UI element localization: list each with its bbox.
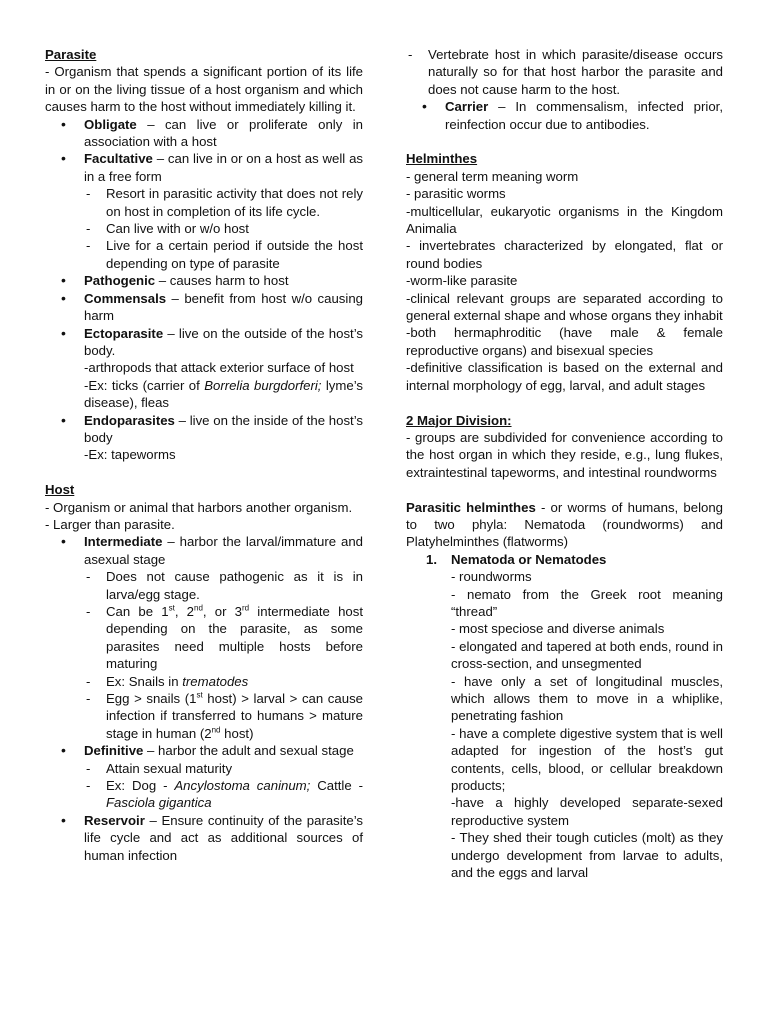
nematoda-line: - most speciose and diverse animals xyxy=(451,621,665,637)
ecto-example: -Ex: ticks (carrier of Borrelia burgdorferi; lyme’s disease), fleas xyxy=(84,377,363,411)
helminthes-line: - general term meaning worm xyxy=(406,168,579,184)
list-item: • Obligate – can live or proliferate only in association with a host xyxy=(45,116,363,151)
parasite-types-list xyxy=(45,116,363,464)
helminthes-line: -both hermaphroditic (have male & female reproductive organs) and bisexual species xyxy=(406,325,723,358)
list-item: • Pathogenic – causes harm to host xyxy=(45,272,363,289)
list-item: • Facultative – can live in or on a host as well as in a free form - Resort in parasitic activity that does not rely on host in completion of its life cycle. - Can live with or w/o host - Live for a certain period if outside the host depending on type of parasite xyxy=(45,150,363,272)
host-def2: - Larger than parasite. xyxy=(45,516,175,532)
list-number: 1. xyxy=(426,551,437,567)
host-heading: Host xyxy=(45,482,75,498)
helminthes-heading: Helminthes xyxy=(406,151,478,167)
ecto-line1: -arthropods that attack exterior surface of host xyxy=(84,360,354,376)
division-text: - groups are subdivided for convenience according to the host organ in which they reside, e.g., lung flukes, extraintestinal tapeworms, and intestinal roundworms xyxy=(406,429,723,480)
list-item: - Attain sexual maturity xyxy=(84,760,363,777)
list-item: • Commensals – benefit from host w/o causing harm xyxy=(45,290,363,325)
division-heading: 2 Major Division: xyxy=(406,412,512,428)
host-types-list xyxy=(45,533,363,864)
list-item: • Definitive – harbor the adult and sexual stage - Attain sexual maturity - Ex: Dog - Ancylostoma caninum; Cattle - Fasciola gigantica xyxy=(45,742,363,812)
helminthes-line: -definitive classification is based on the external and internal morphology of egg, larval, and adult stages xyxy=(406,360,723,393)
list-item: • Carrier – In commensalism, infected prior, reinfection occur due to antibodies. xyxy=(406,98,723,133)
endo-example: -Ex: tapeworms xyxy=(84,447,176,463)
host-def1: - Organism or animal that harbors another organism. xyxy=(45,499,353,515)
list-item: • Intermediate – harbor the larval/immature and asexual stage - Does not cause pathogenic as it is in larva/egg stage. - Can be 1st, 2nd, or 3rd intermediate host depending on the parasite, as some parasites need multiple hosts before maturing - Ex: Snails in trematodes - Egg > snails (1st host) > larval > can cause infection if transferred to humans > mature stage in human (2nd host) xyxy=(45,533,363,742)
nematoda-line: - They shed their tough cuticles (molt) as they undergo development from larvae to adults, and the eggs and larval xyxy=(451,830,723,881)
nematoda-line: - have a complete digestive system that is well adapted for ingestion of the host’s gut contents, cells, blood, or cellular breakdown products; xyxy=(451,725,723,794)
list-item: - Can be 1st, 2nd, or 3rd intermediate host depending on the parasite, as some parasites need multiple hosts before maturing xyxy=(84,603,363,673)
list-item: - Resort in parasitic activity that does not rely on host in completion of its life cycle. xyxy=(84,185,363,220)
list-item: - Vertebrate host in which parasite/disease occurs naturally so for that host harbor the parasite and does not cause harm to the host. xyxy=(406,46,723,98)
nematoda-line: - roundworms xyxy=(451,569,532,585)
list-item: - Ex: Snails in trematodes xyxy=(84,673,363,690)
parasite-heading: Parasite xyxy=(45,47,97,62)
list-item: - Egg > snails (1st host) > larval > can cause infection if transferred to humans > mature stage in human (2nd host) xyxy=(84,690,363,742)
list-item: - Can live with or w/o host xyxy=(84,220,363,237)
list-item: - Live for a certain period if outside the host depending on type of parasite xyxy=(84,237,363,272)
list-item: - Ex: Dog - Ancylostoma caninum; Cattle - Fasciola gigantica xyxy=(84,777,363,812)
helminthes-line: -multicellular, eukaryotic organisms in the Kingdom Animalia xyxy=(406,203,723,237)
list-item: - Does not cause pathogenic as it is in larva/egg stage. xyxy=(84,568,363,603)
list-item: • Endoparasites – live on the inside of the host’s body -Ex: tapeworms xyxy=(45,412,363,464)
intermediate-sublist xyxy=(84,568,363,742)
list-item: • Ectoparasite – live on the outside of the host’s body. -arthropods that attack exterior surface of host -Ex: ticks (carrier of Borrelia burgdorferi; lyme’s disease), fleas xyxy=(45,325,363,412)
carrier-list xyxy=(406,98,723,133)
right-column xyxy=(406,46,723,881)
helminthes-line: - parasitic worms xyxy=(406,186,506,202)
helminthes-line: -worm-like parasite xyxy=(406,273,518,289)
nematoda-title: Nematoda or Nematodes xyxy=(451,551,607,567)
list-item xyxy=(406,551,723,882)
nematoda-line: -have a highly developed separate-sexed reproductive system xyxy=(451,795,723,828)
parasite-definition: - Organism that spends a significant portion of its life in or on the living tissue of a host organism and which causes harm to the host without immediately killing it. xyxy=(45,64,363,115)
helminthes-line: - invertebrates characterized by elongated, flat or round bodies xyxy=(406,238,723,271)
definitive-sublist xyxy=(84,760,363,812)
left-column xyxy=(45,46,363,864)
reservoir-sublist xyxy=(406,46,723,98)
nematoda-list xyxy=(406,551,723,882)
nematoda-line: - elongated and tapered at both ends, round in cross-section, and unsegmented xyxy=(451,638,723,672)
list-item: • Reservoir – Ensure continuity of the parasite’s life cycle and act as additional sources of human infection xyxy=(45,812,363,864)
parasitic-helminthes-paragraph: Parasitic helminthes - or worms of humans, belong to two phyla: Nematoda (roundworms) and Platyhelminthes (flatworms) xyxy=(406,499,723,550)
helminthes-line: -clinical relevant groups are separated according to general external shape and whose organs they inhabit xyxy=(406,290,723,324)
nematoda-line: - nemato from the Greek root meaning “thread” xyxy=(451,586,723,619)
nematoda-line: - have only a set of longitudinal muscles, which allows them to move in a whiplike, penetrating fashion xyxy=(451,673,723,724)
facultative-sublist xyxy=(84,185,363,272)
